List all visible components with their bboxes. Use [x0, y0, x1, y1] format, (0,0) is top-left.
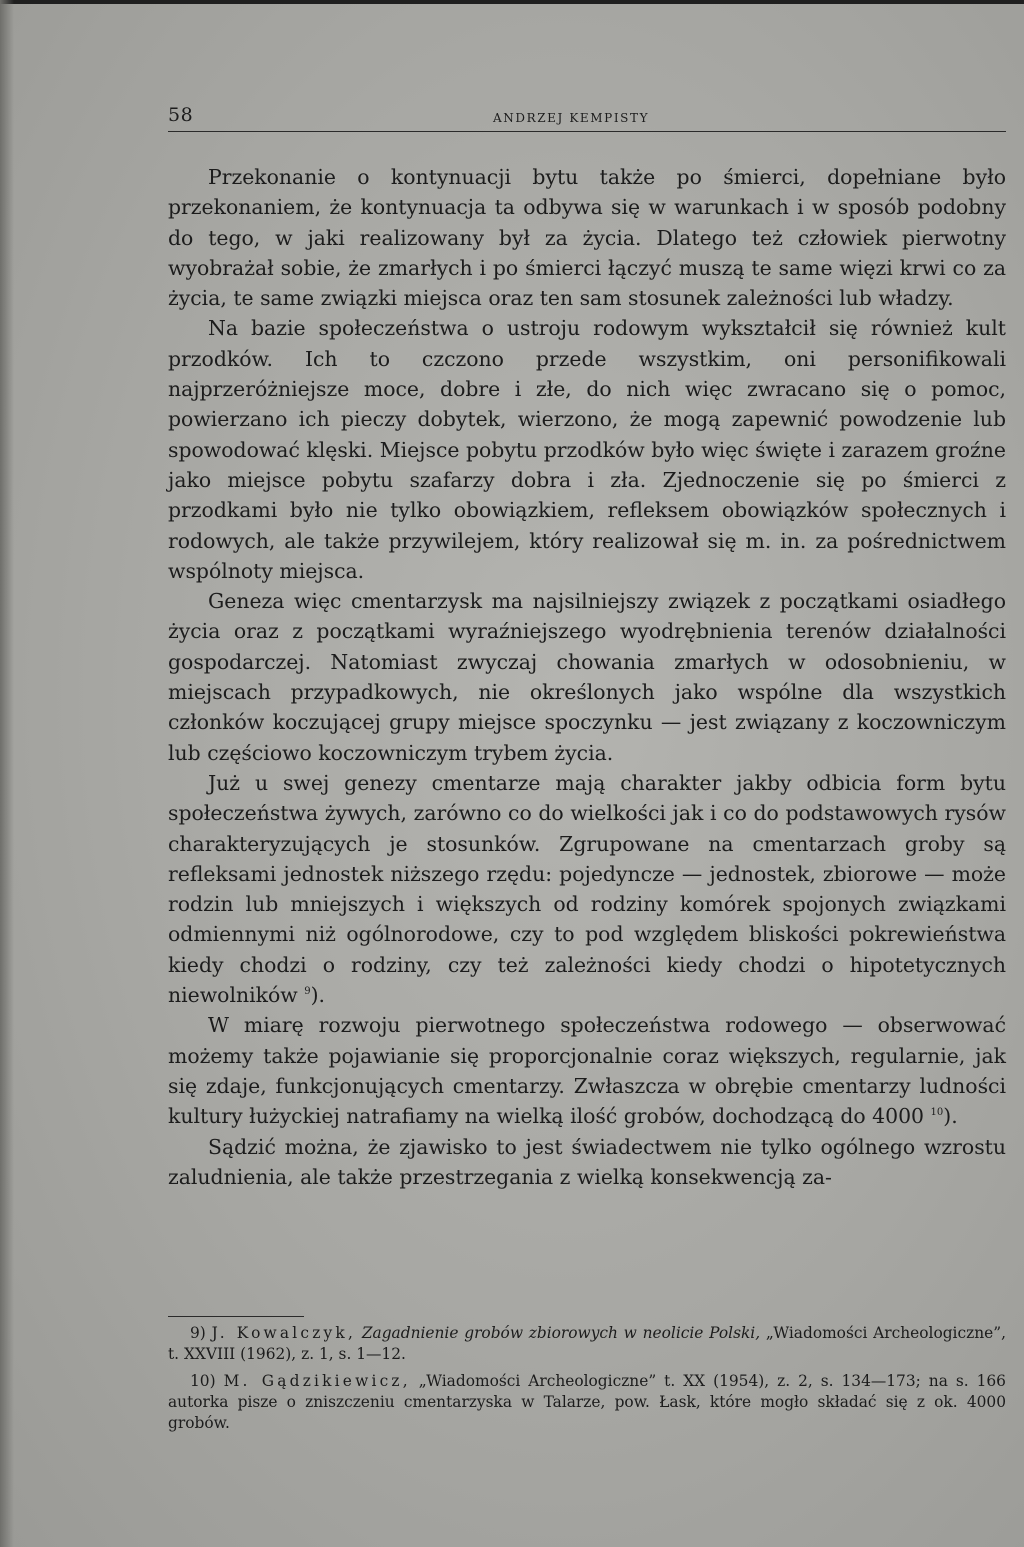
paragraph-2-text: Na bazie społeczeństwa o ustroju rodowym wykształcił się również kult przodków. Ich to czczono przede wszystkim, oni personifikowali najprzeróżniejsze moce, dobre i złe, do nich więc zwracano się o pomoc, powierzano ich pieczy dobytek, wierzono, że mogą zapewnić powodzenie lub spowodować klęski. Miejsce pobytu przodków było więc święte i zarazem groźne jako miejsce pobytu szafarzy dobra i zła. Zjednoczenie się po śmierci z przodkami było nie tylko obowiązkiem, refleksem obowiązków społecznych i rodowych, ale także przywilejem, który realizował się m. in. za pośrednictwem wspólnoty miejsca.: [168, 316, 1006, 583]
footnote-10-author: M. Gądzikiewicz,: [223, 1372, 411, 1390]
footnote-rule: [168, 1316, 304, 1317]
footnote-ref-9[interactable]: 9: [304, 986, 311, 998]
paragraph-6-text: Sądzić można, że zjawisko to jest świadectwem nie tylko ogólnego wzrostu zaludnienia, ale także przestrzegania z wielką konsekwencją za-: [168, 1134, 1006, 1189]
paragraph-4: [168, 768, 1006, 1010]
paragraph-5: [168, 1010, 1006, 1131]
footnote-9: [168, 1323, 1006, 1365]
page-top-edge: [0, 0, 1024, 4]
footnote-9-author: J. Kowalczyk,: [211, 1324, 357, 1342]
paragraph-1-text: Przekonanie o kontynuacji bytu także po śmierci, dopełniane było przekonaniem, że kontynuacja ta odbywa się w warunkach i w sposób podobny do tego, w jaki realizowany był za życia. Dlatego też człowiek pierwotny wyobrażał sobie, że zmarłych i po śmierci łączyć muszą te same więzi krwi co za życia, te same związki miejsca oraz ten sam stosunek zależności lub władzy.: [168, 165, 1006, 311]
paragraph-5-text: W miarę rozwoju pierwotnego społeczeństwa rodowego — obserwować możemy także pojawianie się proporcjonalnie coraz większych, regularnie, jak się zdaje, funkcjonujących cmentarzy. Zwłaszcza w obrębie cmentarzy ludności kultury łużyckiej natrafiamy na wielką ilość grobów, dochodzącą do 4000: [168, 1013, 1006, 1129]
paragraph-6: [168, 1132, 1006, 1193]
paragraph-2: [168, 313, 1006, 586]
page-number: 58: [168, 104, 194, 126]
footnote-ref-10[interactable]: 10: [930, 1107, 944, 1119]
paragraph-3: [168, 586, 1006, 768]
footnote-10: [168, 1371, 1006, 1434]
body-text: [168, 162, 1006, 1192]
page-left-shadow: [0, 0, 14, 1547]
footnote-9-text: „Wiadomości Archeologiczne”, t. XXVIII (1962), z. 1, s. 1—12.: [168, 1324, 1006, 1363]
header-rule: [168, 131, 1006, 132]
footnotes: [168, 1316, 1006, 1434]
footnote-9-mark: 9): [190, 1324, 206, 1342]
footnote-10-text: „Wiadomości Archeologiczne” t. XX (1954), z. 2, s. 134—173; na s. 166 autorka pisze o zniszczeniu cmentarzyska w Talarze, pow. Łask, które mogło składać się z ok. 4000 grobów.: [168, 1372, 1006, 1432]
paragraph-4-text: Już u swej genezy cmentarze mają charakter jakby odbicia form bytu społeczeństwa żywych, zarówno co do wielkości jak i co do podstawowych rysów charakteryzujących je stosunków. Zgrupowane na cmentarzach groby są refleksami jednostek niższego rzędu: pojedyncze — jednostek, zbiorowe — może rodzin lub mniejszych i większych od rodziny komórek spojonych związkami odmiennymi niż ogólnorodowe, czy to pod względem bliskości pokrewieństwa kiedy chodzi o rodziny, czy też zależności kiedy chodzi o hipotetycznych niewolników: [168, 770, 1006, 1008]
running-head: ANDRZEJ KEMPISTY: [493, 111, 650, 125]
paragraph-4-close: ).: [310, 983, 326, 1008]
paragraph-5-close: ).: [943, 1104, 958, 1129]
paragraph-1: [168, 162, 1006, 313]
paragraph-3-text: Geneza więc cmentarzysk ma najsilniejszy związek z początkami osiadłego życia oraz z początkami wyraźniejszego wyodrębnienia terenów działalności gospodarczej. Natomiast zwyczaj chowania zmarłych w odosobnieniu, w miejscach przypadkowych, nie określonych jako wspólne dla wszystkich członków koczującej grupy miejsce spoczynku — jest związany z koczowniczym lub częściowo koczowniczym trybem życia.: [168, 589, 1006, 765]
footnote-10-mark: 10): [190, 1372, 216, 1390]
footnote-9-title: Zagadnienie grobów zbiorowych w neolicie Polski,: [361, 1324, 761, 1342]
page-header: [168, 104, 1006, 130]
